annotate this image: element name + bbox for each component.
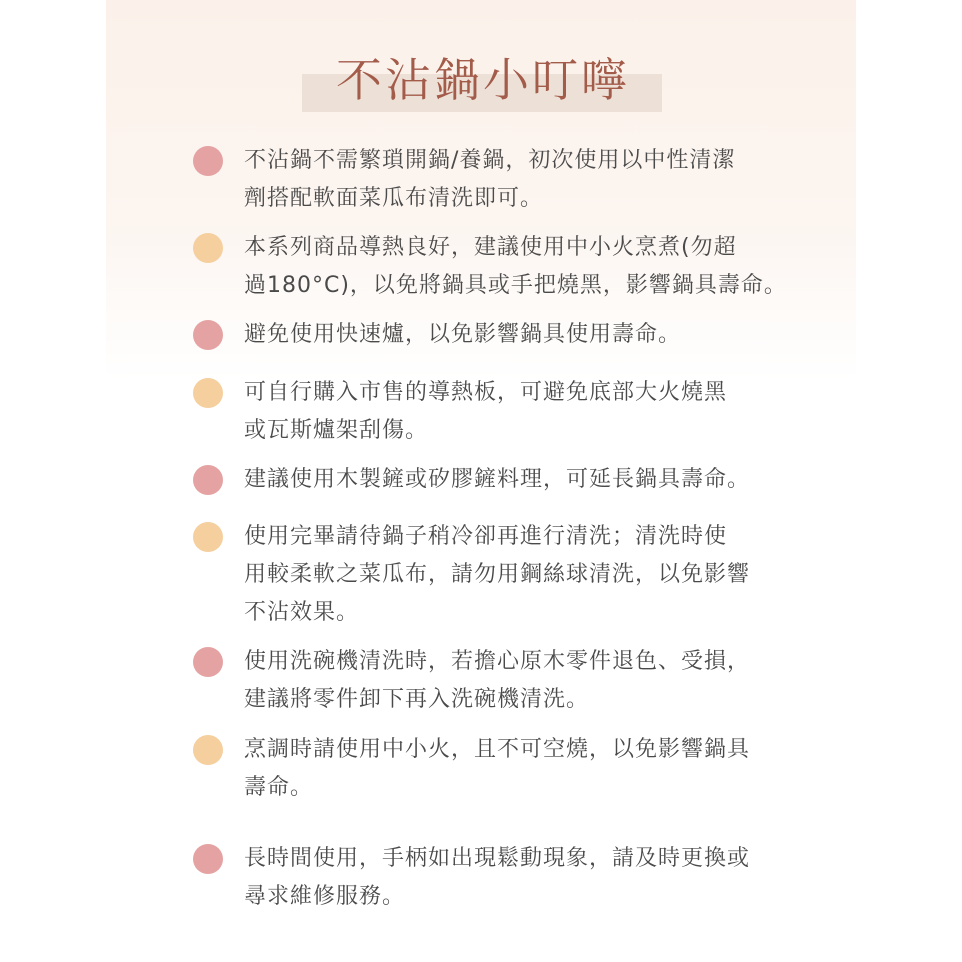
- tip-line: 壽命。: [244, 775, 314, 800]
- tip-line: 可自行購入市售的導熱板，可避免底部大火燒黑: [244, 380, 728, 405]
- tip-item: [244, 643, 784, 719]
- tip-line: 用較柔軟之菜瓜布，請勿用鋼絲球清洗，以免影響: [244, 562, 751, 587]
- tip-item: [244, 316, 784, 354]
- tip-item: [244, 374, 784, 450]
- tip-line: 使用洗碗機清洗時，若擔心原木零件退色、受損，: [244, 649, 751, 674]
- tip-line: 或瓦斯爐架刮傷。: [244, 418, 429, 443]
- bullet-dot-icon: [193, 522, 223, 552]
- tip-item: [244, 731, 784, 807]
- tip-line: 建議將零件卸下再入洗碗機清洗。: [244, 687, 590, 712]
- bullet-dot-icon: [193, 378, 223, 408]
- bullet-dot-icon: [193, 233, 223, 263]
- bullet-dot-icon: [193, 735, 223, 765]
- tip-line: 本系列商品導熱良好，建議使用中小火烹煮(勿超: [244, 235, 737, 260]
- bullet-dot-icon: [193, 844, 223, 874]
- tip-line: 劑搭配軟面菜瓜布清洗即可。: [244, 186, 544, 211]
- bullet-dot-icon: [193, 320, 223, 350]
- bullet-dot-icon: [193, 465, 223, 495]
- tip-item: [244, 518, 784, 632]
- bullet-dot-icon: [193, 647, 223, 677]
- tip-item: [244, 229, 787, 305]
- tip-line: 過180°C)，以免將鍋具或手把燒黑，影響鍋具壽命。: [244, 273, 787, 298]
- tip-line: 不沾鍋不需繁瑣開鍋/養鍋，初次使用以中性清潔: [244, 148, 736, 173]
- tip-line: 使用完畢請待鍋子稍冷卻再進行清洗；清洗時使: [244, 524, 728, 549]
- tip-line: 尋求維修服務。: [244, 884, 406, 909]
- tip-line: 不沾效果。: [244, 600, 360, 625]
- tip-line: 烹調時請使用中小火，且不可空燒，以免影響鍋具: [244, 737, 751, 762]
- tip-item: [244, 840, 784, 916]
- tip-line: 長時間使用，手柄如出現鬆動現象，請及時更換或: [244, 846, 751, 871]
- tip-line: 建議使用木製鏟或矽膠鏟料理，可延長鍋具壽命。: [244, 467, 751, 492]
- page-title: 不沾鍋小叮嚀: [336, 53, 630, 107]
- title-block: [302, 48, 664, 112]
- tip-item: [244, 142, 784, 218]
- tip-item: [244, 461, 784, 499]
- bullet-dot-icon: [193, 146, 223, 176]
- tip-line: 避免使用快速爐，以免影響鍋具使用壽命。: [244, 322, 682, 347]
